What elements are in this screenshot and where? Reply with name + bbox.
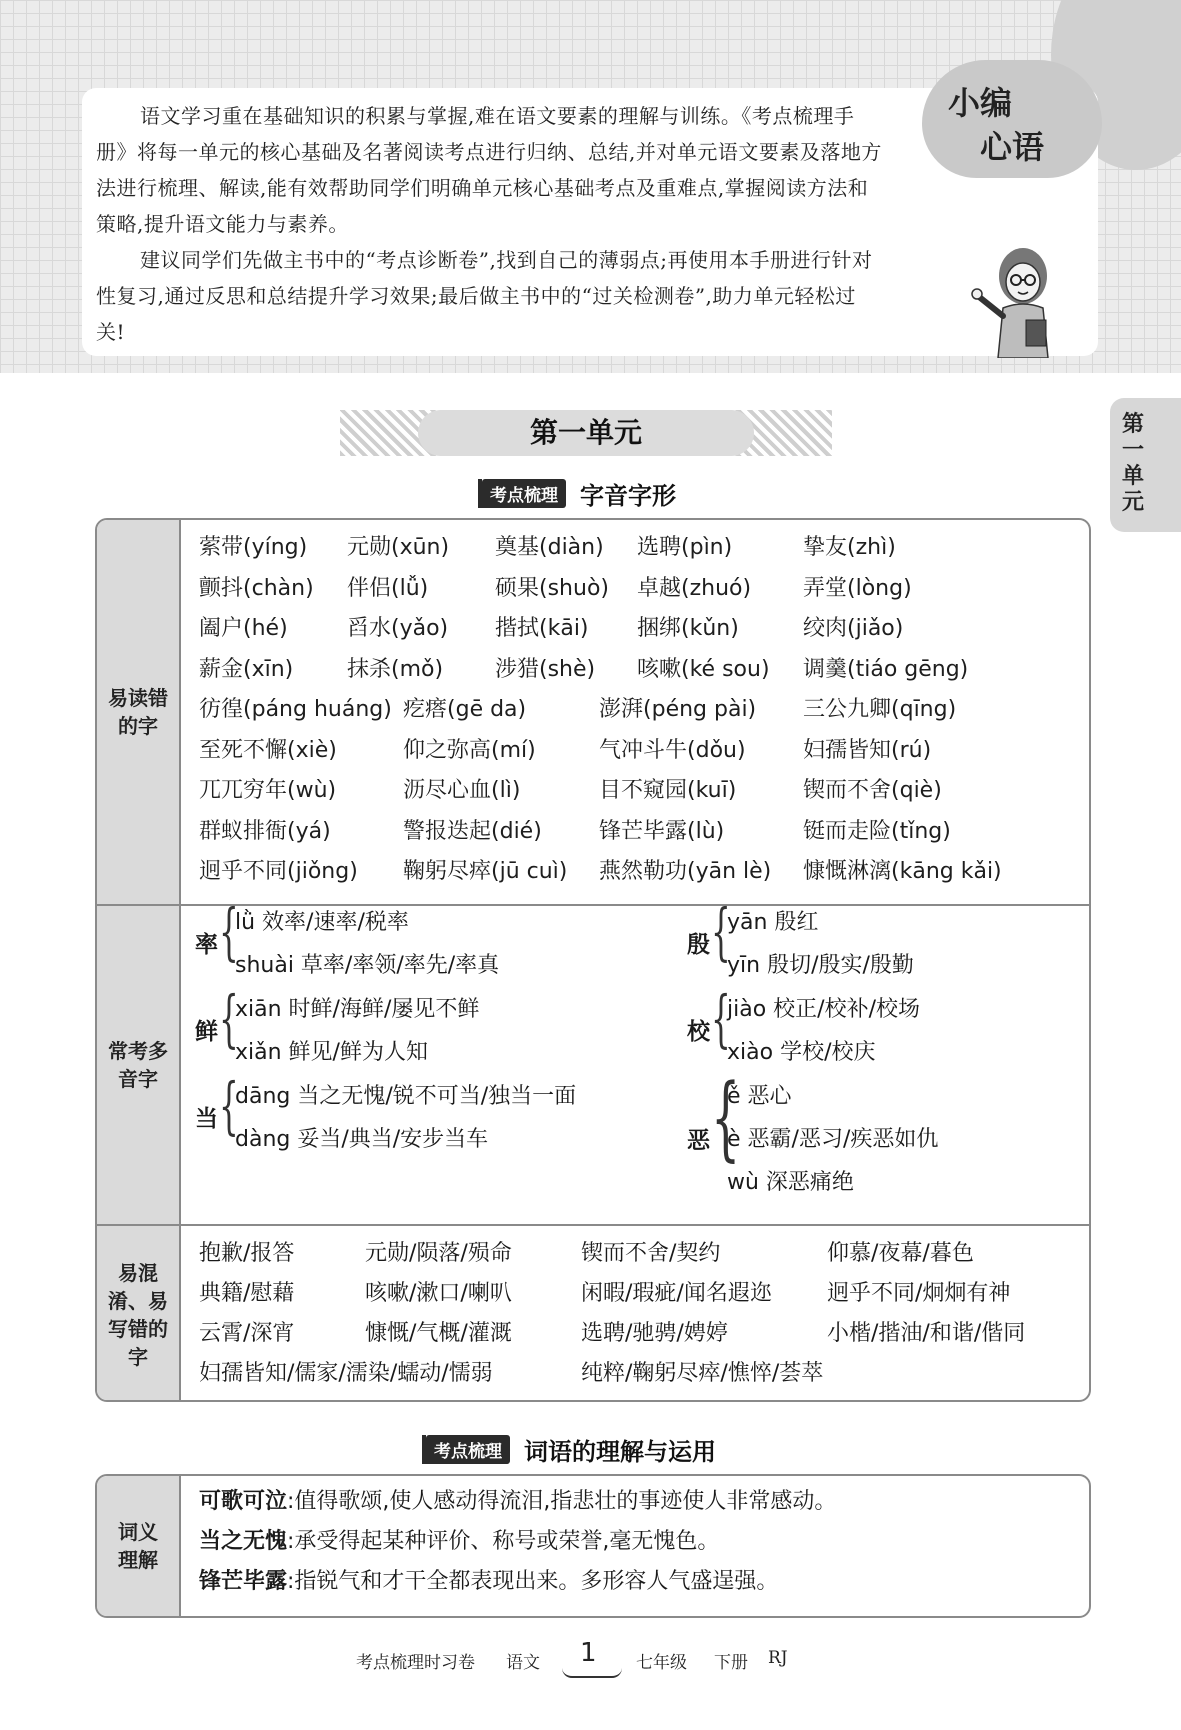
misread-word-characters: 弄堂 [803,575,848,601]
misread-word-pinyin: (gē da) [447,697,527,722]
polyphones-cell [181,895,1089,1224]
misread-word-pinyin: (mǒ) [391,656,444,682]
misread-word-pinyin: (qiè) [891,778,942,803]
row-polyphones [97,895,1089,1226]
misread-word-characters: 仰之弥高 [403,737,492,763]
section-heading-word-usage [426,1434,716,1464]
polyphone-line: yīn 殷切/殷实/殷勤 [727,953,914,978]
label-confusable-text: 易混淆、易写错的字 [108,1261,168,1369]
polyphone-line: xiǎn 鲜见/鲜为人知 [235,1040,428,1065]
misread-word-pinyin: (mí) [491,737,536,763]
polyphone-char: 校 [687,1019,710,1045]
footer-volume: 下册 [714,1653,748,1673]
polyphone-line: yān 殷红 [727,910,819,935]
misread-word-characters: 燕然勒功 [599,859,688,884]
confusable-item: 妇孺皆知/儒家/濡染/蠕动/懦弱 [199,1361,493,1386]
misread-word [637,530,732,561]
misread-word-characters: 锋芒毕露 [599,818,688,844]
misread-word-pinyin: (rú) [891,737,932,763]
misread-word [599,692,756,723]
misread-word-characters: 目不窥园 [599,778,688,803]
misread-word-pinyin: (chàn) [243,575,314,601]
misread-word [803,773,942,804]
intro-paragraph-1: 语文学习重在基础知识的积累与掌握,难在语文要素的理解与训练。《考点梳理手册》将每一单元的核心基础及名著阅读考点进行归纳、总结,并对单元语文要素及落地方法进行梳理、解读,能有效帮助同学们明确单元核心基础考点及重难点,掌握阅读方法和策略,提升语文能力与素养。 [96,104,882,236]
confusable-item: 仰慕/夜幕/暮色 [827,1241,974,1266]
misread-word-characters: 调羹 [803,656,848,682]
misread-word [199,854,358,885]
label-meanings [97,1476,181,1616]
misread-word [599,814,724,845]
misread-word-pinyin: (hé) [243,616,288,641]
meaning-definition: :值得歌颂,使人感动得流泪,指悲壮的事迹使人非常感动。 [287,1489,837,1514]
section-heading-pronunciation [482,478,676,508]
misread-word-characters: 锲而不舍 [803,778,892,803]
misread-word [637,652,770,683]
meanings-cell [181,1476,1089,1616]
misread-word-characters: 气冲斗牛 [599,737,688,763]
misread-cell [181,520,1089,904]
misread-word-pinyin: (xūn) [391,535,450,560]
brace-symbol: { [711,1064,741,1171]
misread-word [403,692,526,723]
misread-word [803,854,1002,885]
misread-word [347,530,449,561]
brace-symbol: { [219,895,239,968]
misread-word-characters: 铤而走险 [803,818,892,844]
label-misread [97,520,181,904]
confusable-item: 咳嗽/漱口/喇叭 [365,1281,512,1306]
misread-word [803,733,931,764]
misread-word-pinyin: (kāng kǎi) [891,859,1002,884]
misread-word-characters: 绞肉 [803,616,848,641]
misread-word-pinyin: (yíng) [243,535,308,560]
footer-subject: 语文 [506,1653,540,1673]
misread-word-characters: 咳嗽 [637,656,682,682]
misread-word-characters: 抹杀 [347,656,392,682]
misread-word-characters: 涉猎 [495,656,540,682]
misread-word [495,652,595,683]
misread-word-characters: 萦带 [199,535,244,560]
misread-word [347,652,443,683]
misread-word-pinyin: (dǒu) [687,737,746,763]
brace-symbol: { [711,895,731,968]
misread-word-characters: 硕果 [495,575,540,601]
misread-word [637,611,739,642]
misread-word-pinyin: (páng huáng) [243,697,392,722]
polyphone-char: 当 [195,1106,218,1132]
misread-word-characters: 颤抖 [199,575,244,601]
confusable-item: 云霄/深宵 [199,1321,295,1346]
pronunciation-table [95,518,1091,1402]
misread-word-pinyin: (kuī) [687,778,737,803]
misread-word-pinyin: (jiǒng) [287,859,358,884]
misread-word-characters: 兀兀穷年 [199,778,288,803]
label-meanings-text: 词义理解 [118,1520,158,1572]
misread-word-characters: 元勋 [347,535,392,560]
word-meaning-table [95,1474,1091,1618]
misread-word [495,571,609,602]
misread-word [803,530,896,561]
brace-symbol: { [219,1069,239,1142]
misread-word-characters: 警报迭起 [403,818,492,844]
misread-word [803,652,968,683]
meaning-term: 可歌可泣 [199,1489,288,1514]
misread-word [199,652,293,683]
page-number: 1 [580,1638,597,1668]
brace-symbol: { [711,982,731,1055]
intro-paragraph-2: 建议同学们先做主书中的“考点诊断卷”,找到自己的薄弱点;再使用本手册进行针对性复习,通过反思和总结提升学习效果;最后做主书中的“过关检测卷”,助力单元轻松过关! [96,248,873,344]
label-misread-text: 易读错的字 [108,686,168,738]
confusable-item: 闲暇/瑕疵/闻名遐迩 [581,1281,772,1306]
unit-side-tab-label: 第一单元 [1121,412,1144,515]
misread-word [199,733,337,764]
intro-text [96,98,882,350]
section-title: 词语的理解与运用 [524,1437,716,1466]
misread-word-characters: 群蚁排衙 [199,818,288,844]
misread-word-characters: 三公九卿 [803,697,892,722]
misread-word-pinyin: (zhì) [847,535,896,560]
misread-word-characters: 妇孺皆知 [803,737,892,763]
footer-grade: 七年级 [636,1653,687,1673]
meaning-item [199,1524,719,1555]
misread-word [599,854,771,885]
misread-word-pinyin: (shè) [539,656,596,682]
misread-word-pinyin: (dié) [491,818,542,844]
misread-word [347,571,428,602]
section-tag: 考点梳理 [482,479,566,508]
misread-word-pinyin: (xīn) [243,656,294,682]
misread-word [803,571,912,602]
row-confusable [97,1226,1089,1402]
misread-word [403,854,567,885]
misread-word-pinyin: (lì) [491,778,521,803]
misread-word-pinyin: (kāi) [539,616,589,641]
brace-symbol: { [219,982,239,1055]
footer-edition: RJ [768,1648,788,1668]
misread-word [637,571,751,602]
confusable-item: 小楷/揩油/和谐/偕同 [827,1321,1026,1346]
polyphone-line: dàng 妥当/典当/安步当车 [235,1127,489,1152]
meaning-term: 当之无愧 [199,1529,288,1554]
misread-word-characters: 卓越 [637,575,682,601]
meaning-definition: :指锐气和才干全都表现出来。多形容人气盛逞强。 [287,1569,779,1594]
misread-word [803,692,956,723]
misread-word-characters: 选聘 [637,535,682,560]
meaning-item [199,1564,778,1595]
polyphone-line: ě 恶心 [727,1084,792,1109]
misread-word [199,814,331,845]
misread-word-pinyin: (pìn) [681,535,733,560]
unit-title: 第一单元 [529,416,642,449]
meaning-term: 锋芒毕露 [199,1569,288,1594]
confusable-item: 锲而不舍/契约 [581,1241,721,1266]
misread-word-pinyin: (péng pài) [643,697,757,722]
misread-word-pinyin: (tiáo gēng) [847,656,969,682]
polyphone-line: è 恶霸/恶习/疾恶如仇 [727,1127,939,1152]
meaning-definition: :承受得起某种评价、称号或荣誉,毫无愧色。 [287,1529,720,1554]
misread-word-characters: 澎湃 [599,697,644,722]
confusable-item: 典籍/慰藉 [199,1281,295,1306]
confusable-item: 慷慨/气概/灌溉 [365,1321,512,1346]
teacher-illustration [968,238,1068,358]
footer-series: 考点梳理时习卷 [356,1653,475,1673]
misread-word-pinyin: (lù) [687,818,725,844]
polyphone-line: wù 深恶痛绝 [727,1170,854,1195]
misread-word-characters: 疙瘩 [403,697,448,722]
meaning-item [199,1484,836,1515]
misread-word-pinyin: (kǔn) [681,616,739,641]
confusable-item: 迥乎不同/炯炯有神 [827,1281,1011,1306]
misread-word-pinyin: (diàn) [539,535,604,560]
misread-word [403,733,536,764]
misread-word-characters: 彷徨 [199,697,244,722]
misread-word-pinyin: (lòng) [847,575,912,601]
page-footer [356,1638,826,1678]
polyphone-line: jiào 校正/校补/校场 [727,997,920,1022]
confusable-item: 元勋/陨落/殒命 [365,1241,512,1266]
polyphone-line: xiào 学校/校庆 [727,1040,876,1065]
page-number-book-icon [562,1668,622,1678]
misread-word-characters: 至死不懈 [199,737,288,763]
misread-word-pinyin: (zhuó) [681,575,752,601]
confusable-item: 抱歉/报答 [199,1241,295,1266]
section-title: 字音字形 [580,481,676,510]
badge-title-line2: 心语 [980,128,1045,166]
misread-word [199,571,314,602]
misread-word-characters: 捆绑 [637,616,682,641]
misread-word-pinyin: (qīng) [891,697,957,722]
misread-word-pinyin: (jū cuì) [491,859,568,884]
misread-word [199,692,392,723]
label-polyphones-text: 常考多音字 [108,1039,168,1091]
misread-word-characters: 伴侣 [347,575,392,601]
misread-word [199,611,288,642]
misread-word-characters: 揩拭 [495,616,540,641]
confusable-item: 纯粹/鞠躬尽瘁/憔悴/荟萃 [581,1361,824,1386]
misread-word [495,530,604,561]
misread-word [803,611,903,642]
misread-word-pinyin: (jiǎo) [847,616,904,641]
misread-word [495,611,589,642]
label-polyphones [97,906,181,1224]
misread-word [199,773,336,804]
polyphone-line: xiān 时鲜/海鲜/屡见不鲜 [235,997,480,1022]
misread-word-characters: 挚友 [803,535,848,560]
misread-word-characters: 慷慨淋漓 [803,859,892,884]
misread-word [347,611,448,642]
misread-word-characters: 鞠躬尽瘁 [403,859,492,884]
polyphone-line: shuài 草率/率领/率先/率真 [235,953,500,978]
polyphone-line: lǜ 效率/速率/税率 [235,910,409,935]
misread-word-characters: 舀水 [347,616,392,641]
section-tag: 考点梳理 [426,1435,510,1464]
misread-word-pinyin: (tǐng) [891,818,951,844]
misread-word-characters: 沥尽心血 [403,778,492,803]
misread-word-characters: 迥乎不同 [199,859,288,884]
polyphone-line: dāng 当之无愧/锐不可当/独当一面 [235,1084,577,1109]
badge-title-line1: 小编 [948,84,1013,122]
polyphone-char: 殷 [687,932,710,958]
confusable-cell [181,1226,1089,1402]
misread-word-pinyin: (yǎo) [391,616,449,641]
misread-word-pinyin: (yān lè) [687,859,772,884]
row-meanings [97,1476,1089,1616]
misread-word [403,814,542,845]
misread-word-pinyin: (ké sou) [681,656,770,682]
misread-word-pinyin: (lǚ) [391,575,429,601]
row-misread [97,520,1089,906]
misread-word-characters: 薪金 [199,656,244,682]
misread-word [599,773,736,804]
misread-word-characters: 阖户 [199,616,244,641]
misread-word-pinyin: (wù) [287,778,337,803]
misread-word-pinyin: (xiè) [287,737,337,763]
misread-word-pinyin: (yá) [287,818,331,844]
misread-word [803,814,951,845]
polyphone-char: 鲜 [195,1019,218,1045]
confusable-item: 选聘/驰骋/娉婷 [581,1321,728,1346]
misread-word-pinyin: (shuò) [539,575,609,601]
label-confusable [97,1226,181,1402]
misread-word [403,773,520,804]
misread-word [599,733,746,764]
polyphone-char: 恶 [687,1128,710,1154]
misread-word-characters: 奠基 [495,535,540,560]
misread-word [199,530,307,561]
polyphone-char: 率 [195,932,218,958]
